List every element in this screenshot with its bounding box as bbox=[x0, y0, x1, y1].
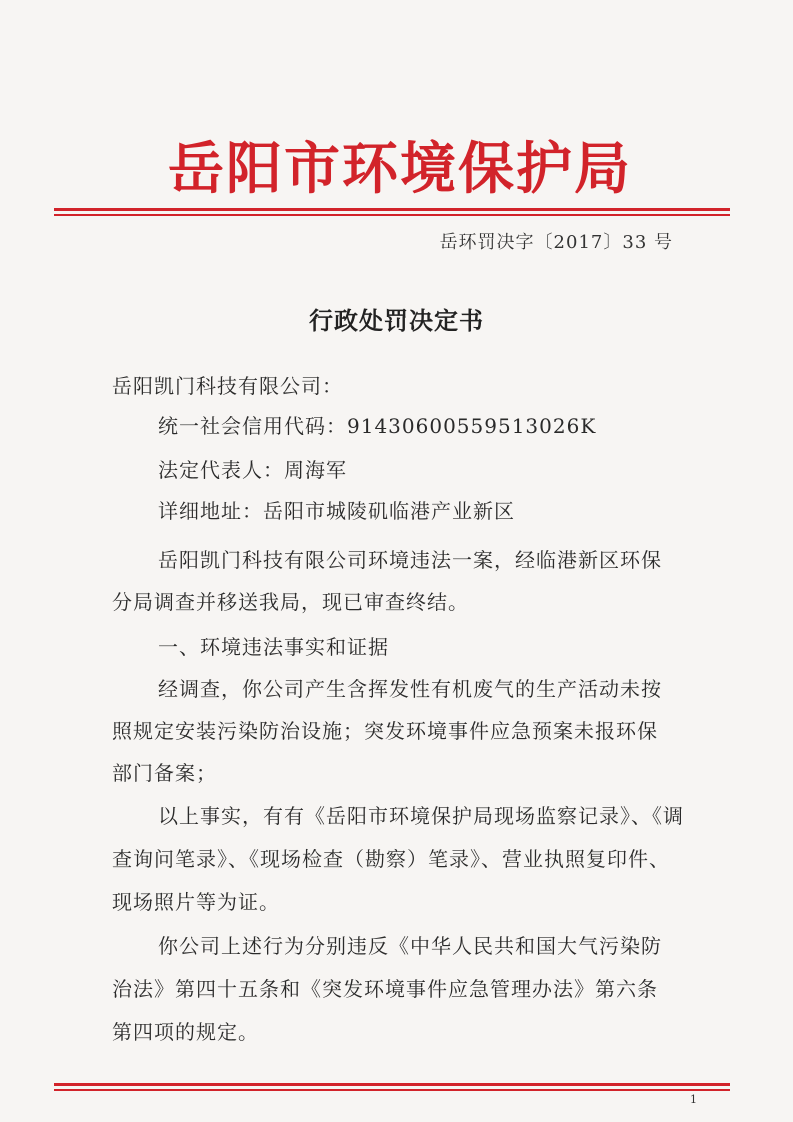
body-paragraph-line: 查询问笔录》、《现场检查（勘察）笔录》、营业执照复印件、 bbox=[112, 847, 670, 871]
addressee-line: 岳阳凯门科技有限公司： bbox=[112, 374, 343, 398]
document-number: 岳环罚决字〔2017〕33 号 bbox=[439, 232, 673, 253]
body-paragraph-line: 经调查，你公司产生含挥发性有机废气的生产活动未按 bbox=[158, 677, 662, 701]
header-red-rule-thin bbox=[54, 214, 730, 216]
footer-red-rule-thin bbox=[54, 1089, 730, 1091]
credit-code-line: 统一社会信用代码：91430600559513026K bbox=[158, 414, 597, 438]
body-paragraph-line: 第四项的规定。 bbox=[112, 1020, 259, 1044]
body-paragraph-line: 岳阳凯门科技有限公司环境违法一案，经临港新区环保 bbox=[158, 548, 662, 572]
document-title: 行政处罚决定书 bbox=[309, 307, 484, 335]
body-paragraph-line: 治法》第四十五条和《突发环境事件应急管理办法》第六条 bbox=[112, 977, 658, 1001]
page-number: 1 bbox=[690, 1093, 697, 1106]
body-paragraph-line: 你公司上述行为分别违反《中华人民共和国大气污染防 bbox=[158, 934, 662, 958]
legal-rep-line: 法定代表人：周海军 bbox=[158, 458, 347, 482]
header-red-rule bbox=[54, 208, 730, 211]
body-paragraph-line: 部门备案； bbox=[112, 761, 217, 785]
body-paragraph-line: 以上事实，有有《岳阳市环境保护局现场监察记录》、《调 bbox=[158, 804, 684, 828]
body-paragraph-line: 分局调查并移送我局，现已审查终结。 bbox=[112, 590, 469, 614]
body-paragraph-line: 现场照片等为证。 bbox=[112, 890, 280, 914]
org-header-title: 岳阳市环境保护局 bbox=[168, 137, 632, 202]
section-heading: 一、环境违法事实和证据 bbox=[158, 635, 389, 659]
body-paragraph-line: 照规定安装污染防治设施；突发环境事件应急预案未报环保 bbox=[112, 719, 658, 743]
footer-red-rule bbox=[54, 1083, 730, 1086]
address-line: 详细地址：岳阳市城陵矶临港产业新区 bbox=[158, 499, 515, 523]
